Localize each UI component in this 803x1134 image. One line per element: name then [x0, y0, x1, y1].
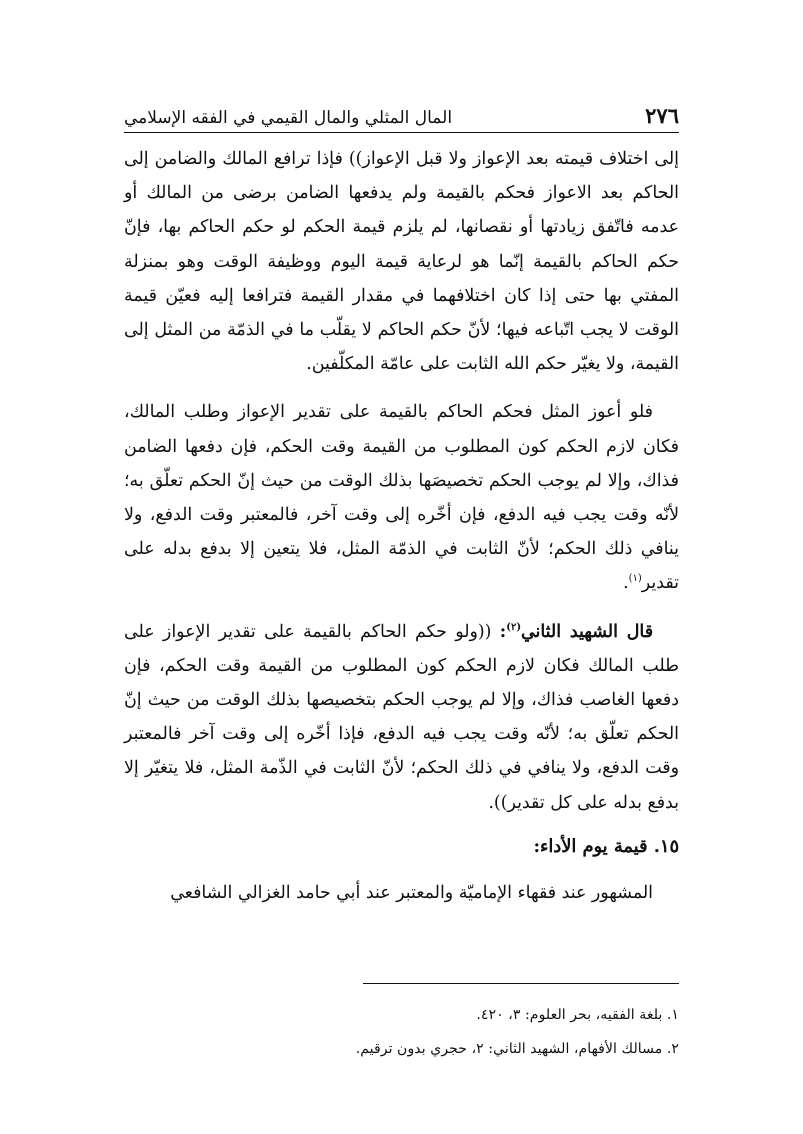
quote-text: ((ولو حكم الحاكم بالقيمة على تقدير الإعواز على طلب المالك فكان لازم الحكم كون المطلوب من القيمة وقت الحكم، فإن دفعها الغاصب فذاك، وإلا لم يوجب الحكم بتخصيصها بذلك الوقت من حيث إنّ الحكم تعلّق به؛ لأنّه وقت يجب فيه الدفع، فإذا أخّره إلى وقت آخر فالمعتبر وقت الدفع، ولا ينافي في ذلك الحكم؛ لأنّ الثابت في الذّمة المثل، فلا يتغيّر إلا بدفع بدله على كل تقدير)). — [124, 621, 679, 813]
page-number: ٢٧٦ — [645, 103, 679, 128]
page-body — [124, 142, 679, 924]
footnote-divider — [363, 983, 679, 984]
paragraph-1: إلى اختلاف قيمته بعد الإعواز ولا قبل الإعواز)) فإذا ترافع المالك والضامن إلى الحاكم بعد الاعواز فحكم بالقيمة ولم يدفعها الضامن برضى من المالك أو عدمه فاتّفق زيادتها أو نقصانها، لم يلزم قيمة الحكم لو حكم الحاكم بها، فإنّ حكم الحاكم بالقيمة إنّما هو لرعاية قيمة اليوم ووظيفة الوقت وهو بمنزلة المفتي بها حتى إذا كان اختلافهما في مقدار القيمة فترافعا إليه فعيّن قيمة الوقت لا يجب اتّباعه فيها؛ لأنّ حكم الحاكم لا يقلّب ما في الذمّة من المثل إلى القيمة، ولا يغيّر حكم الله الثابت على عامّة المكلّفين. — [124, 149, 679, 375]
running-title: المال المثلي والمال القيمي في الفقه الإسلامي — [124, 108, 453, 128]
page-header — [124, 94, 679, 133]
paragraph-2-end: . — [623, 573, 629, 594]
paragraph-4: المشهور عند فقهاء الإماميّة والمعتبر عند أبي حامد الغزالي الشافعي — [170, 883, 653, 904]
section-heading: ١٥. قيمة يوم الأداء: — [533, 835, 679, 857]
paragraph-2-text: فلو أعوز المثل فحكم الحاكم بالقيمة على تقدير الإعواز وطلب المالك، فكان لازم الحكم كون المطلوب من القيمة وقت الحكم، فإن دفعها الضامن فذاك، وإلا لم يوجب الحكم تخصيصَها بذلك الوقت من حيث إنّ الحكم تعلّق به؛ لأنّه وقت يجب فيه الدفع، فإن أخّره إلى وقت آخر، فالمعتبر وقت الدفع، ولا ينافي ذلك الحكم؛ لأنّ الثابت في الذمّة المثل، فلا يتعين إلا بدفع بدله على تقدير — [124, 402, 679, 594]
footnote-2: ٢. مسالك الأفهام، الشهيد الثاني: ٢، حجري بدون ترقيم. — [355, 1041, 679, 1057]
footnote-ref-1[interactable]: (١) — [628, 573, 642, 585]
footnote-ref-2[interactable]: (٢) — [506, 621, 522, 633]
quote-colon: : — [499, 621, 507, 642]
quote-speaker: قال الشهيد الثاني — [521, 621, 654, 642]
footnotes — [124, 998, 679, 1066]
paragraph-3 — [124, 615, 679, 820]
paragraph-2 — [124, 395, 679, 600]
footnote-1: ١. بلغة الفقيه، بحر العلوم: ٣، ٤٢٠. — [476, 1007, 679, 1023]
